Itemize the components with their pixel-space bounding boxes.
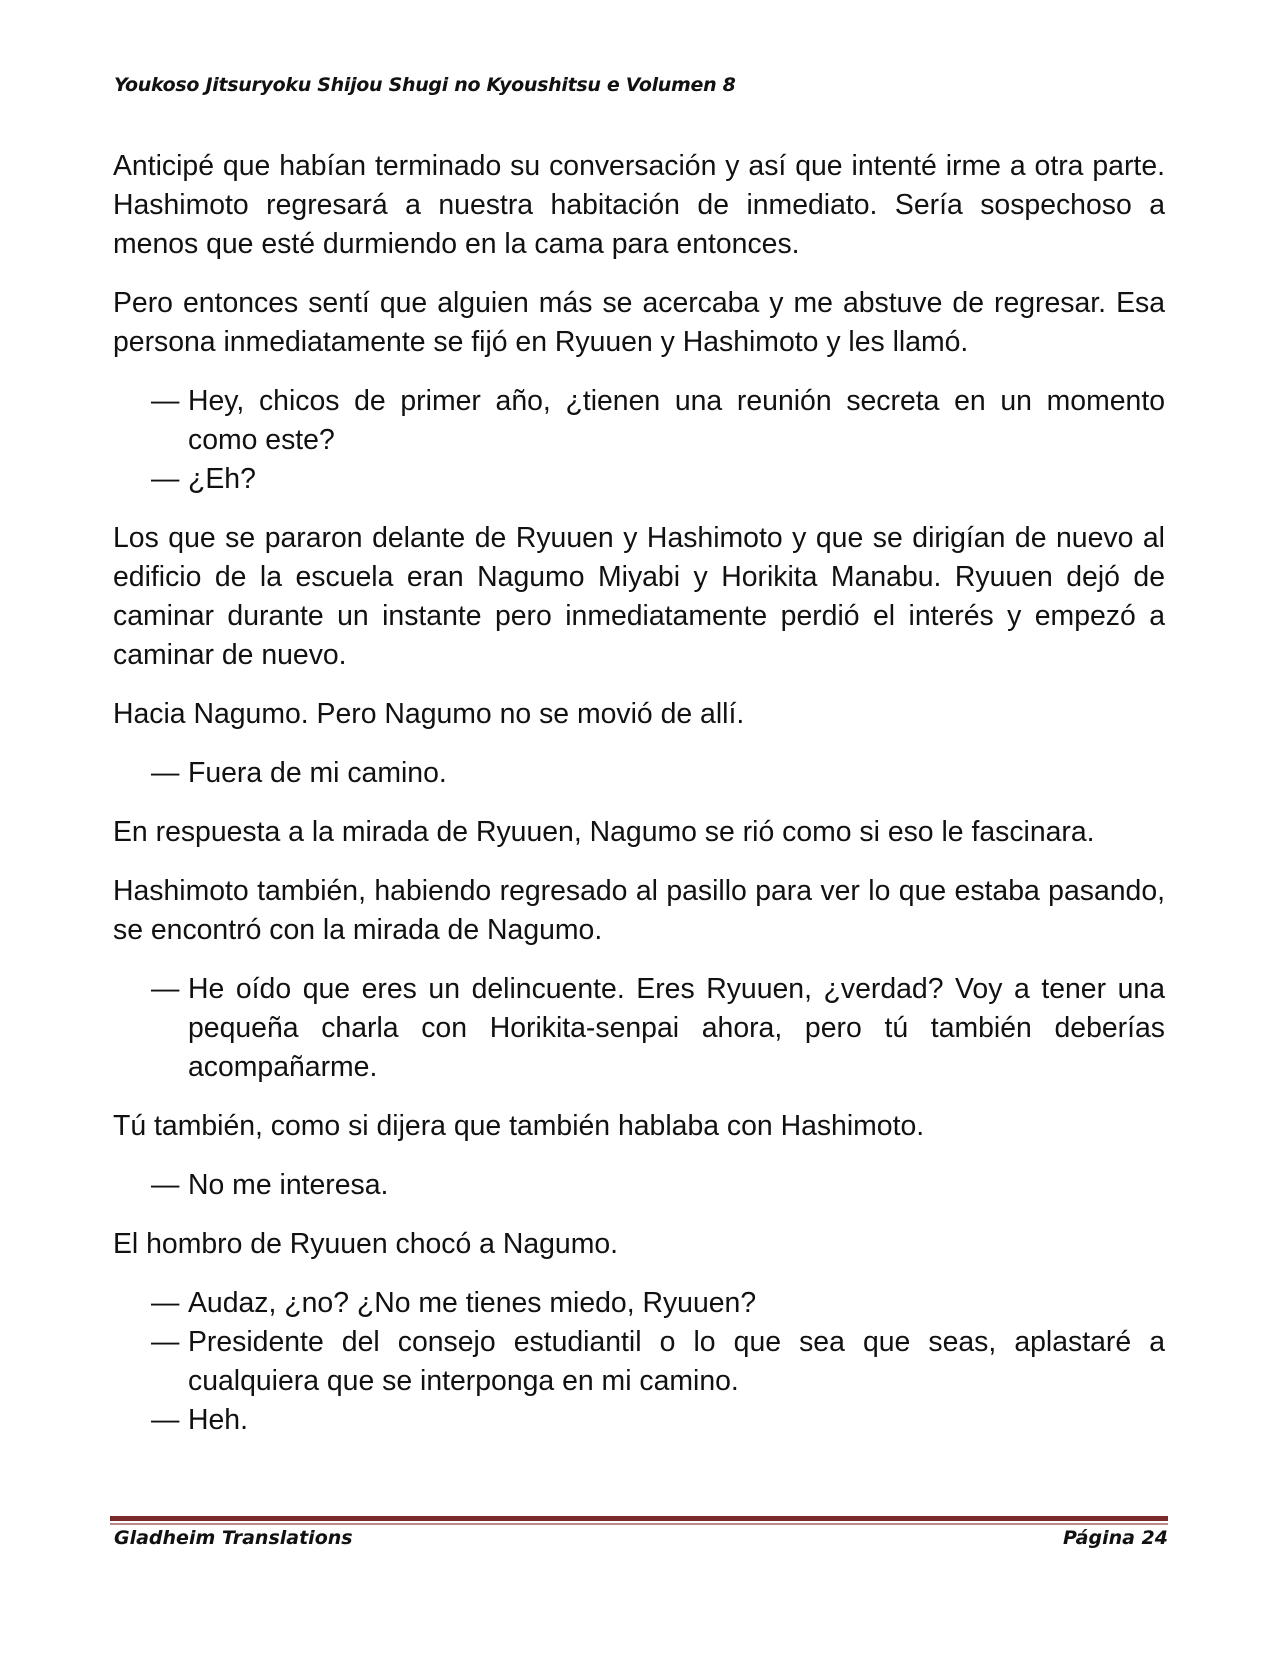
dialogue-text: Audaz, ¿no? ¿No me tienes miedo, Ryuuen? bbox=[188, 1287, 757, 1319]
paragraph: Tú también, como si dijera que también hablaba con Hashimoto. bbox=[113, 1110, 925, 1142]
dialogue-dash: — bbox=[151, 973, 180, 1005]
dialogue-text: Hey, chicos de primer año, ¿tienen una reunión secreta en un momento como este? bbox=[188, 385, 1165, 456]
paragraph: Hashimoto también, habiendo regresado al pasillo para ver lo que estaba pasando, se encontró con la mirada de Nagumo. bbox=[113, 875, 1165, 946]
dialogue-line bbox=[113, 970, 1165, 1087]
running-header: Youkoso Jitsuryoku Shijou Shugi no Kyoushitsu e Volumen 8 bbox=[114, 74, 736, 96]
dialogue-text: Fuera de mi camino. bbox=[188, 757, 447, 789]
dialogue-group bbox=[113, 1284, 1165, 1440]
dialogue-group bbox=[113, 382, 1165, 499]
dialogue-text: No me interesa. bbox=[188, 1169, 389, 1201]
paragraph: Hacia Nagumo. Pero Nagumo no se movió de allí. bbox=[113, 698, 745, 730]
dialogue-text: He oído que eres un delincuente. Eres Ryuuen, ¿verdad? Voy a tener una pequeña charla con Horikita-senpai ahora, pero tú también deberías acompañarme. bbox=[188, 973, 1165, 1083]
dialogue-line bbox=[113, 1284, 1165, 1323]
dialogue-group bbox=[113, 970, 1165, 1087]
dialogue-line bbox=[113, 382, 1165, 460]
dialogue-dash: — bbox=[151, 1287, 180, 1319]
paragraph: Anticipé que habían terminado su conversación y así que intenté irme a otra parte. Hashimoto regresará a nuestra habitación de inmediato. Sería sospechoso a menos que esté durmiendo en la cama para entonces. bbox=[113, 150, 1165, 260]
dialogue-line bbox=[113, 1166, 1165, 1205]
dialogue-line bbox=[113, 460, 1165, 499]
dialogue-dash: — bbox=[151, 1169, 180, 1201]
paragraph: Los que se pararon delante de Ryuuen y Hashimoto y que se dirigían de nuevo al edificio de la escuela eran Nagumo Miyabi y Horikita Manabu. Ryuuen dejó de caminar durante un instante pero inmediatamente perdió el interés y empezó a caminar de nuevo. bbox=[113, 522, 1165, 671]
dialogue-dash: — bbox=[151, 1326, 180, 1358]
dialogue-text: Heh. bbox=[188, 1404, 248, 1436]
dialogue-dash: — bbox=[151, 385, 180, 417]
page-number: Página 24 bbox=[1062, 1527, 1168, 1549]
dialogue-dash: — bbox=[151, 1404, 180, 1436]
paragraph: El hombro de Ryuuen chocó a Nagumo. bbox=[113, 1228, 619, 1260]
footer-divider-thin bbox=[110, 1523, 1168, 1525]
dialogue-line bbox=[113, 754, 1165, 793]
page-body bbox=[113, 147, 1165, 1460]
dialogue-group bbox=[113, 1166, 1165, 1205]
dialogue-dash: — bbox=[151, 463, 180, 495]
footer-divider bbox=[110, 1516, 1168, 1521]
dialogue-line bbox=[113, 1323, 1165, 1401]
paragraph: En respuesta a la mirada de Ryuuen, Nagumo se rió como si eso le fascinara. bbox=[113, 816, 1095, 848]
dialogue-text: Presidente del consejo estudiantil o lo que sea que seas, aplastaré a cualquiera que se interponga en mi camino. bbox=[188, 1326, 1165, 1397]
footer-publisher: Gladheim Translations bbox=[114, 1527, 353, 1549]
paragraph: Pero entonces sentí que alguien más se acercaba y me abstuve de regresar. Esa persona inmediatamente se fijó en Ryuuen y Hashimoto y les llamó. bbox=[113, 287, 1165, 358]
dialogue-line bbox=[113, 1401, 1165, 1440]
dialogue-group bbox=[113, 754, 1165, 793]
dialogue-text: ¿Eh? bbox=[188, 463, 256, 495]
dialogue-dash: — bbox=[151, 757, 180, 789]
